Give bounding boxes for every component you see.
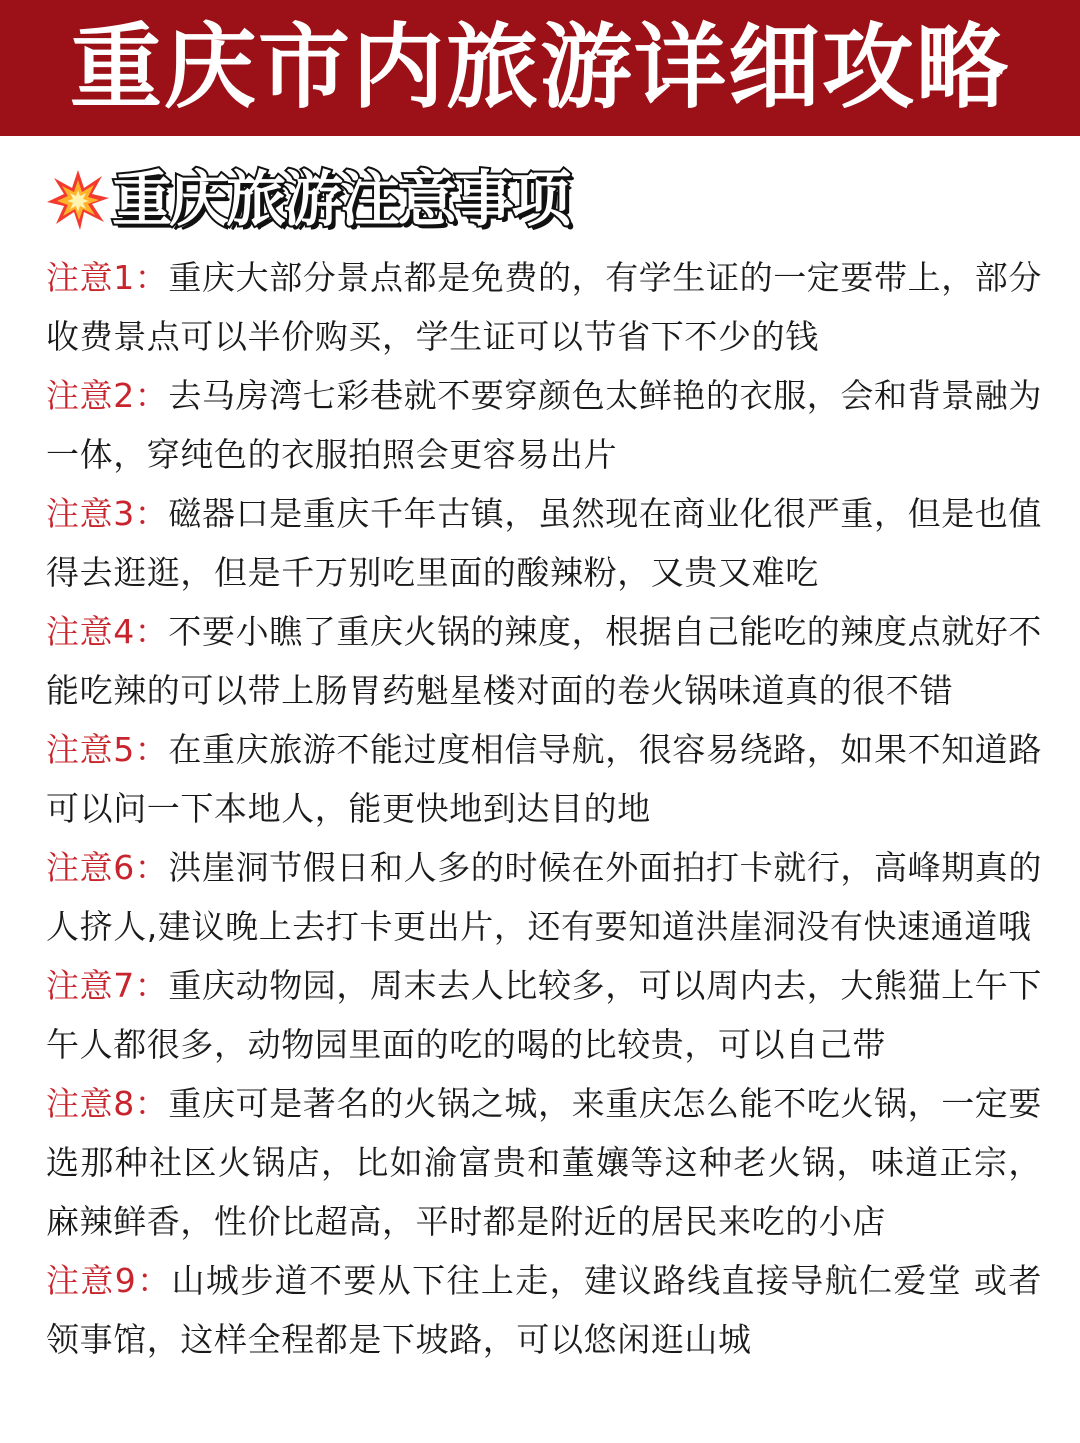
note-label: 注意9： bbox=[46, 1261, 172, 1300]
note-label: 注意6： bbox=[46, 848, 169, 887]
notes-list bbox=[46, 248, 1042, 1369]
note-item bbox=[46, 248, 1042, 366]
page-title: 重庆市内旅游详细攻略 bbox=[69, 14, 1010, 121]
note-text: 山城步道不要从下往上走，建议路线直接导航仁爱堂 或者 领事馆，这样全程都是下坡路，可以悠闲逛山城 bbox=[46, 1261, 1042, 1359]
note-label: 注意4： bbox=[46, 612, 169, 651]
collision-burst-icon bbox=[46, 168, 110, 232]
note-label: 注意3： bbox=[46, 494, 169, 533]
note-item bbox=[46, 1074, 1042, 1251]
title-banner bbox=[0, 0, 1080, 136]
section-title: 重庆旅游注意事项 bbox=[112, 165, 568, 235]
note-text: 磁器口是重庆千年古镇，虽然现在商业化很严重，但是也值得去逛逛，但是千万别吃里面的酸辣粉，又贵又难吃 bbox=[46, 494, 1043, 592]
note-text: 去马房湾七彩巷就不要穿颜色太鲜艳的衣服，会和背景融为一体，穿纯色的衣服拍照会更容易出片 bbox=[46, 376, 1043, 474]
note-label: 注意2： bbox=[46, 376, 169, 415]
note-item bbox=[46, 366, 1042, 484]
note-text: 重庆可是著名的火锅之城，来重庆怎么能不吃火锅，一定要选那种社区火锅店，比如渝富贵和董孃等这种老火锅，味道正宗，麻辣鲜香，性价比超高，平时都是附近的居民来吃的小店 bbox=[46, 1084, 1043, 1241]
note-item bbox=[46, 838, 1042, 956]
note-item bbox=[46, 484, 1042, 602]
note-item bbox=[46, 720, 1042, 838]
note-text: 不要小瞧了重庆火锅的辣度，根据自己能吃的辣度点就好不能吃辣的可以带上肠胃药魁星楼对面的卷火锅味道真的很不错 bbox=[46, 612, 1043, 710]
section-heading bbox=[46, 160, 568, 240]
note-label: 注意8： bbox=[46, 1084, 169, 1123]
note-label: 注意5： bbox=[46, 730, 169, 769]
note-text: 在重庆旅游不能过度相信导航，很容易绕路，如果不知道路可以问一下本地人，能更快地到达目的地 bbox=[46, 730, 1043, 828]
note-label: 注意1： bbox=[46, 258, 169, 297]
note-item bbox=[46, 956, 1042, 1074]
note-text: 重庆大部分景点都是免费的，有学生证的一定要带上，部分收费景点可以半价购买，学生证可以节省下不少的钱 bbox=[46, 258, 1043, 356]
note-item bbox=[46, 1251, 1042, 1369]
note-text: 重庆动物园，周末去人比较多，可以周内去，大熊猫上午下午人都很多，动物园里面的吃的喝的比较贵，可以自己带 bbox=[46, 966, 1043, 1064]
note-item bbox=[46, 602, 1042, 720]
note-text: 洪崖洞节假日和人多的时候在外面拍打卡就行，高峰期真的人挤人,建议晚上去打卡更出片，还有要知道洪崖洞没有快速通道哦 bbox=[46, 848, 1043, 946]
note-label: 注意7： bbox=[46, 966, 169, 1005]
